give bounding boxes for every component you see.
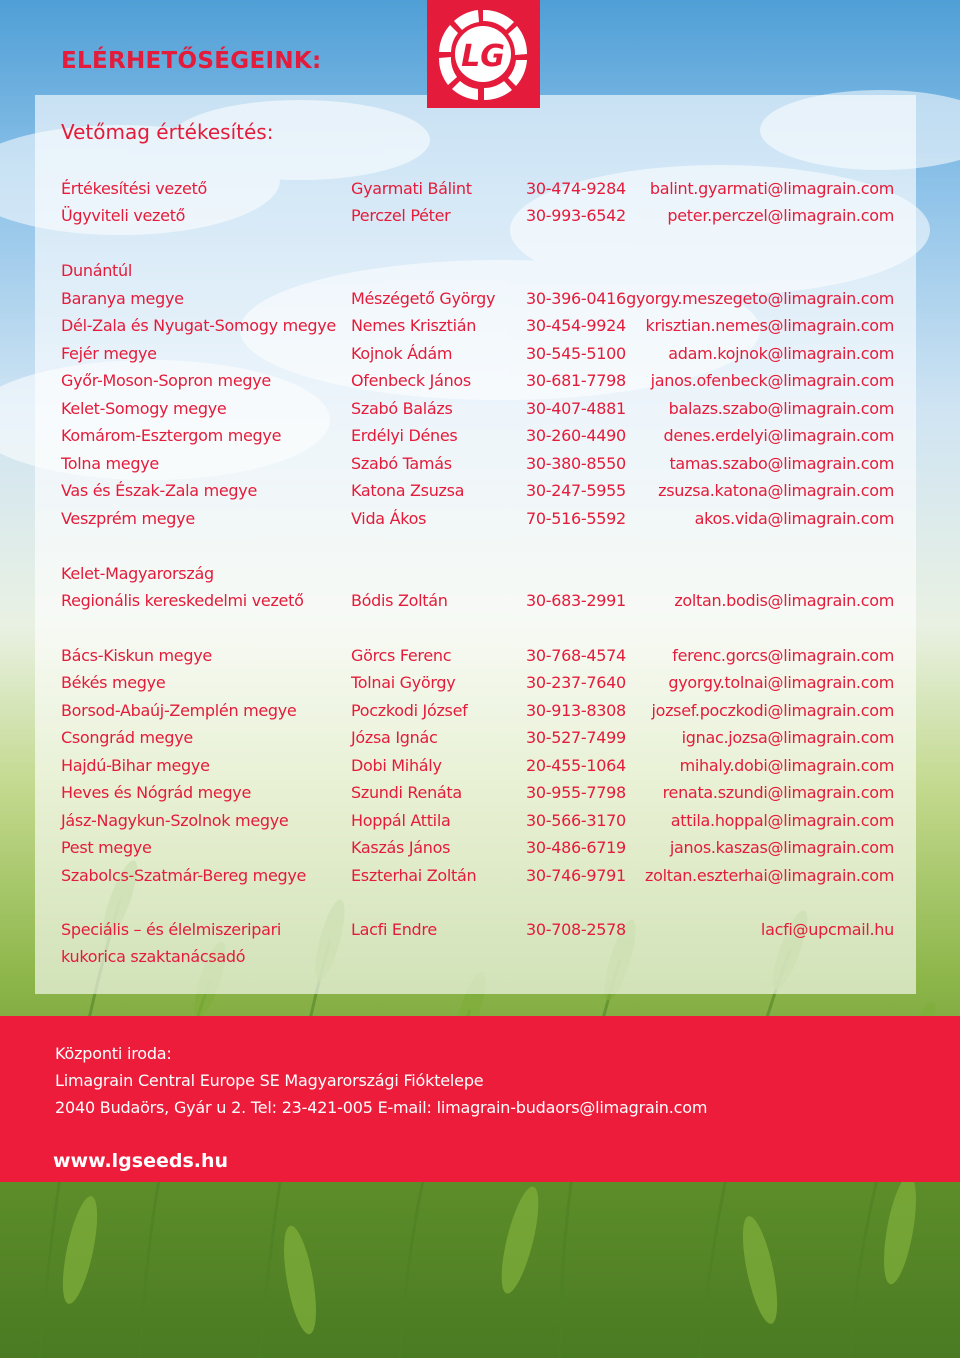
contact-phone-0: 30-474-9284 [526, 179, 626, 198]
contact-name-20: Hoppál Attila [351, 811, 451, 830]
contact-role-15: Békés megye [61, 673, 166, 692]
contact-name-3: Mészégető György [351, 289, 496, 308]
contact-email-11[interactable]: akos.vida@limagrain.com [694, 509, 894, 528]
contact-email-9[interactable]: tamas.szabo@limagrain.com [669, 454, 894, 473]
contact-email-5[interactable]: adam.kojnok@limagrain.com [668, 344, 894, 363]
contact-name-5: Kojnok Ádám [351, 344, 453, 363]
region-heading-2: Dunántúl [61, 261, 133, 280]
contact-email-10[interactable]: zsuzsa.katona@limagrain.com [658, 481, 894, 500]
contact-email-15[interactable]: gyorgy.tolnai@limagrain.com [668, 673, 894, 692]
contact-phone-21: 30-486-6719 [526, 838, 626, 857]
contact-phone-8: 30-260-4490 [526, 426, 626, 445]
contact-name-6: Ofenbeck János [351, 371, 471, 390]
contact-role-20: Jász-Nagykun-Szolnok megye [61, 811, 289, 830]
contact-role-1: Ügyviteli vezető [61, 206, 186, 225]
contact-role-16: Borsod-Abaúj-Zemplén megye [61, 701, 297, 720]
contact-phone-11: 70-516-5592 [526, 509, 626, 528]
contact-role-0: Értékesítési vezető [61, 179, 208, 198]
contact-phone-18: 20-455-1064 [526, 756, 626, 775]
contact-name-18: Dobi Mihály [351, 756, 442, 775]
office-label: Központi iroda: [55, 1044, 172, 1063]
contact-email-8[interactable]: denes.erdelyi@limagrain.com [663, 426, 894, 445]
contact-email-22[interactable]: zoltan.eszterhai@limagrain.com [645, 866, 894, 885]
contact-phone-20: 30-566-3170 [526, 811, 626, 830]
contact-phone-1: 30-993-6542 [526, 206, 626, 225]
contact-email-4[interactable]: krisztian.nemes@limagrain.com [645, 316, 894, 335]
contact-name-8: Erdélyi Dénes [351, 426, 458, 445]
contact-email-13[interactable]: zoltan.bodis@limagrain.com [674, 591, 894, 610]
contact-name-1: Perczel Péter [351, 206, 451, 225]
contact-email-16[interactable]: jozsef.poczkodi@limagrain.com [651, 701, 894, 720]
contact-role-23: Speciális – és élelmiszeripari [61, 920, 282, 939]
contact-role-21: Pest megye [61, 838, 152, 857]
contact-name-4: Nemes Krisztián [351, 316, 477, 335]
contact-name-11: Vida Ákos [351, 509, 427, 528]
contact-email-17[interactable]: ignac.jozsa@limagrain.com [681, 728, 894, 747]
contact-name-17: Józsa Ignác [351, 728, 438, 747]
contact-role-3: Baranya megye [61, 289, 184, 308]
section-title: Vetőmag értékesítés: [61, 120, 274, 144]
contact-phone-6: 30-681-7798 [526, 371, 626, 390]
contact-phone-3: 30-396-0416 [526, 289, 626, 308]
contact-role-17: Csongrád megye [61, 728, 193, 747]
contacts-panel [35, 95, 916, 994]
contact-name-0: Gyarmati Bálint [351, 179, 472, 198]
contact-phone-14: 30-768-4574 [526, 646, 626, 665]
contact-name-14: Görcs Ferenc [351, 646, 452, 665]
logo-emblem [427, 0, 540, 108]
lg-logo [427, 0, 540, 108]
contact-role-9: Tolna megye [61, 454, 159, 473]
contact-role-19: Heves és Nógrád megye [61, 783, 252, 802]
contact-role-13: Regionális kereskedelmi vezető [61, 591, 304, 610]
contact-phone-19: 30-955-7798 [526, 783, 626, 802]
contact-phone-13: 30-683-2991 [526, 591, 626, 610]
contact-phone-7: 30-407-4881 [526, 399, 626, 418]
contact-email-7[interactable]: balazs.szabo@limagrain.com [668, 399, 894, 418]
contact-email-1[interactable]: peter.perczel@limagrain.com [667, 206, 894, 225]
contact-phone-23: 30-708-2578 [526, 920, 626, 939]
contact-role-8: Komárom-Esztergom megye [61, 426, 282, 445]
contact-role-10: Vas és Észak-Zala megye [61, 481, 257, 500]
office-address: 2040 Budaörs, Gyár u 2. Tel: 23-421-005 E-mail: limagrain-budaors@limagrain.com [55, 1098, 708, 1117]
contact-email-23[interactable]: lacfi@upcmail.hu [760, 920, 894, 939]
contact-role-14: Bács-Kiskun megye [61, 646, 212, 665]
contact-phone-5: 30-545-5100 [526, 344, 626, 363]
contact-email-18[interactable]: mihaly.dobi@limagrain.com [679, 756, 894, 775]
region-heading-12: Kelet-Magyarország [61, 564, 214, 583]
contact-email-3[interactable]: gyorgy.meszegeto@limagrain.com [626, 289, 894, 308]
contact-role-22: Szabolcs-Szatmár-Bereg megye [61, 866, 307, 885]
contact-email-20[interactable]: attila.hoppal@limagrain.com [670, 811, 894, 830]
contact-name-21: Kaszás János [351, 838, 451, 857]
contact-phone-16: 30-913-8308 [526, 701, 626, 720]
contact-phone-22: 30-746-9791 [526, 866, 626, 885]
contact-role-4: Dél-Zala és Nyugat-Somogy megye [61, 316, 336, 335]
contact-name-22: Eszterhai Zoltán [351, 866, 477, 885]
contact-name-16: Poczkodi József [351, 701, 468, 720]
contact-name-13: Bódis Zoltán [351, 591, 448, 610]
contact-phone-10: 30-247-5955 [526, 481, 626, 500]
contact-phone-4: 30-454-9924 [526, 316, 626, 335]
contact-name-7: Szabó Balázs [351, 399, 453, 418]
contact-name-19: Szundi Renáta [351, 783, 462, 802]
contact-role-7: Kelet-Somogy megye [61, 399, 227, 418]
contact-email-14[interactable]: ferenc.gorcs@limagrain.com [672, 646, 894, 665]
contact-name-9: Szabó Tamás [351, 454, 452, 473]
website-link[interactable]: www.lgseeds.hu [53, 1150, 229, 1172]
page-heading: ELÉRHETŐSÉGEINK: [61, 48, 322, 74]
contact-email-21[interactable]: janos.kaszas@limagrain.com [669, 838, 894, 857]
contact-role-18: Hajdú-Bihar megye [61, 756, 210, 775]
contact-role-6: Győr-Moson-Sopron megye [61, 371, 271, 390]
logo-text: LG [461, 39, 505, 74]
contact-email-0[interactable]: balint.gyarmati@limagrain.com [649, 179, 894, 198]
region-heading-24: kukorica szaktanácsadó [61, 947, 246, 966]
contact-role-5: Fejér megye [61, 344, 157, 363]
contact-name-15: Tolnai György [351, 673, 456, 692]
contact-role-11: Veszprém megye [61, 509, 195, 528]
contact-phone-17: 30-527-7499 [526, 728, 626, 747]
contact-phone-9: 30-380-8550 [526, 454, 626, 473]
contact-email-6[interactable]: janos.ofenbeck@limagrain.com [650, 371, 894, 390]
contact-phone-15: 30-237-7640 [526, 673, 626, 692]
contact-name-23: Lacfi Endre [351, 920, 437, 939]
company-name: Limagrain Central Europe SE Magyarországi Fióktelepe [55, 1071, 484, 1090]
contact-name-10: Katona Zsuzsa [351, 481, 465, 500]
contact-email-19[interactable]: renata.szundi@limagrain.com [662, 783, 894, 802]
